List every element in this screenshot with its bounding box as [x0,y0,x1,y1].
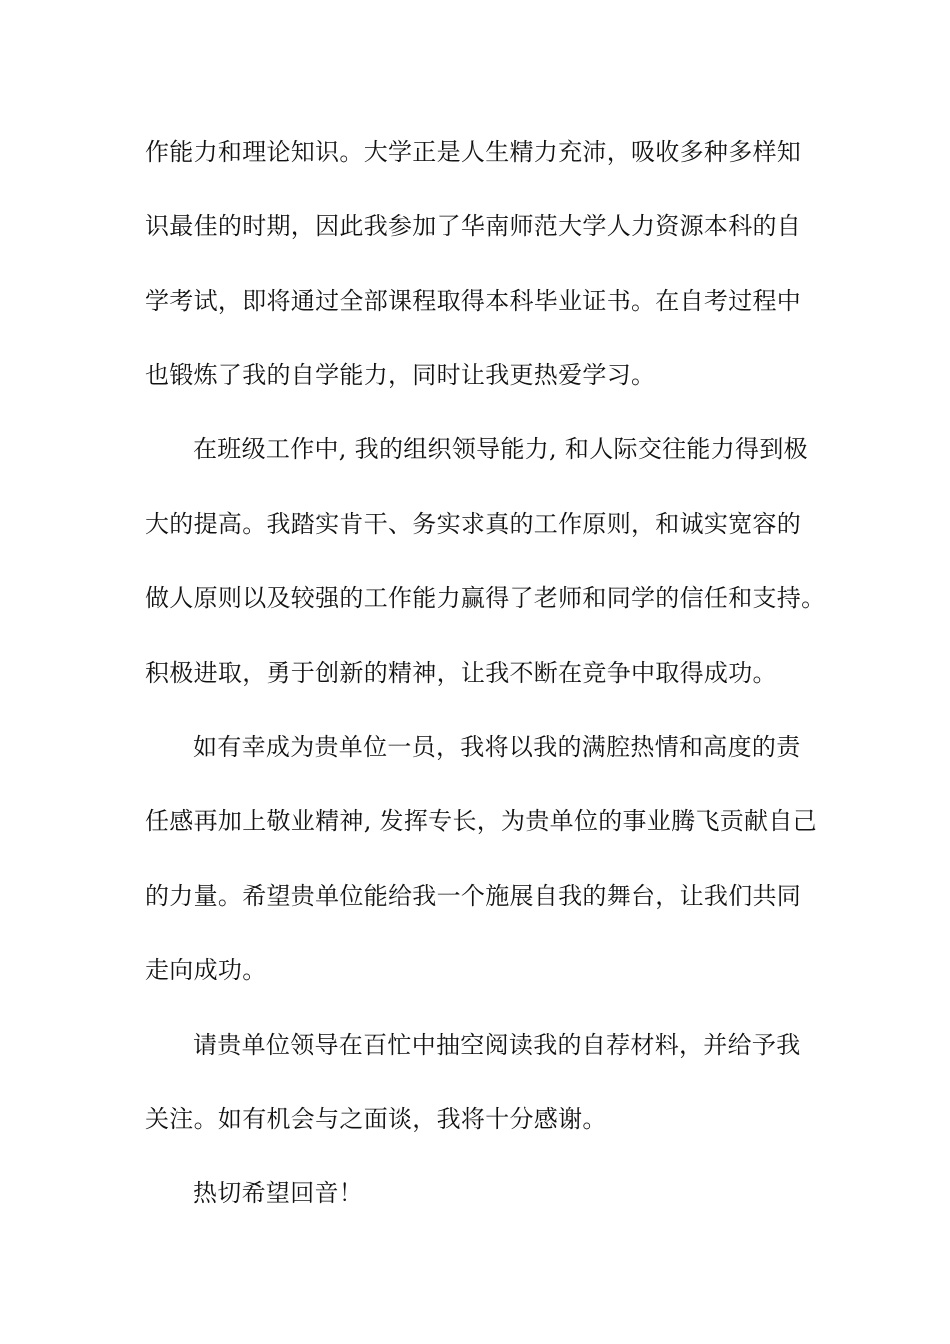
paragraph-line: 作能力和理论知识。大学正是人生精力充沛，吸收多种多样知 [145,138,802,166]
paragraph-line: 如有幸成为贵单位一员，我将以我的满腔热情和高度的责 [193,733,801,761]
paragraph-line: 也锻炼了我的自学能力，同时让我更热爱学习。 [145,361,656,389]
paragraph-line: 的力量。希望贵单位能给我一个施展自我的舞台，让我们共同 [145,882,802,910]
paragraph-line: 任感再加上敬业精神, 发挥专长，为贵单位的事业腾飞贡献自己 [145,807,817,835]
paragraph-line: 在班级工作中, 我的组织领导能力, 和人际交往能力得到极 [193,435,808,463]
paragraph-line: 学考试，即将通过全部课程取得本科毕业证书。在自考过程中 [145,287,802,315]
paragraph-line: 大的提高。我踏实肯干、务实求真的工作原则，和诚实宽容的 [145,510,802,538]
paragraph-line: 积极进取，勇于创新的精神，让我不断在竞争中取得成功。 [145,659,777,687]
paragraph-line: 热切希望回音！ [193,1179,364,1207]
paragraph-line: 识最佳的时期，因此我参加了华南师范大学人力资源本科的自 [145,212,802,240]
paragraph-line: 做人原则以及较强的工作能力赢得了老师和同学的信任和支持。 [145,584,826,612]
paragraph-line: 关注。如有机会与之面谈，我将十分感谢。 [145,1105,607,1133]
paragraph-line: 走向成功。 [145,956,267,984]
paragraph-line: 请贵单位领导在百忙中抽空阅读我的自荐材料，并给予我 [193,1031,801,1059]
